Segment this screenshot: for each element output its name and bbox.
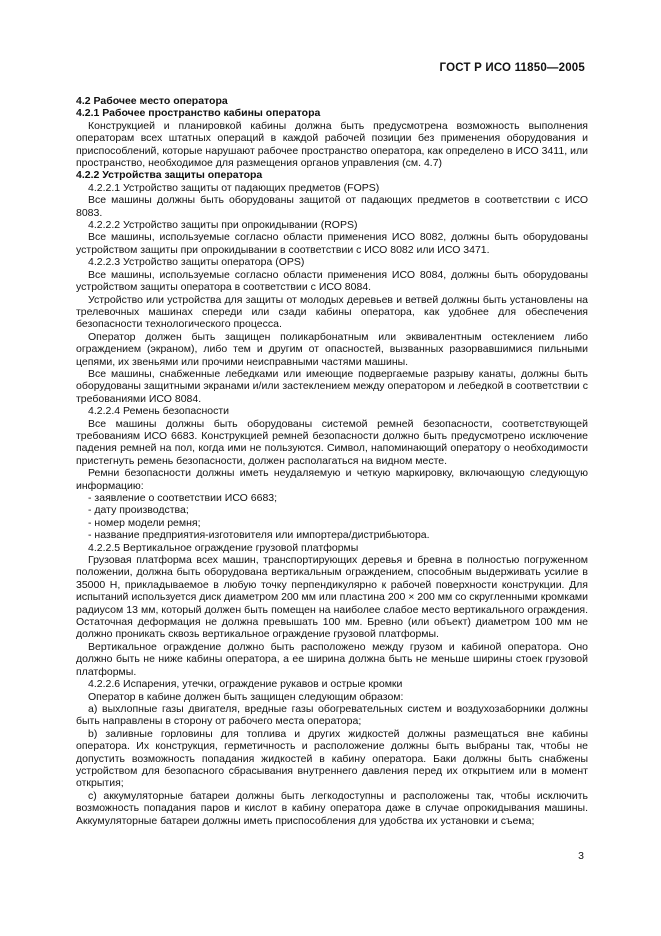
paragraph: - дату производства; [88, 504, 189, 517]
paragraph: Конструкцией и планировкой кабины должна быть предусмотрена возможность выполнения операторам всех штатных операций в каждой рабочей позиции без применения оборудования и приспособлений, которые нарушают рабочее пространство оператора, как определено в ИСО 3411, или пространство, необходимое для размещения органов управления (см. 4.7) [76, 119, 588, 170]
paragraph: Оператор должен быть защищен поликарбонатным или эквивалентным остеклением либо ограждением (экраном), либо тем и другим от опасностей, вызванных разорвавшимися пильными цепями, их звеньями или прочими неисправными частями машины. [76, 330, 588, 368]
paragraph: Устройство или устройства для защиты от молодых деревьев и ветвей должны быть установлены на трелевочных машинах спереди или сзади кабины оператора, как удобнее для обеспечения безопасности технологического процесса. [76, 293, 588, 331]
paragraph: Все машины должны быть оборудованы системой ремней безопасности, соответствующей требованиям ИСО 6683. Конструкцией ремней безопасности должно быть предусмотрено исключение падения ремней на пол, когда ими не пользуются. Символ, напоминающий оператору о необходимости пристегнуть ремень безопасности, должен располагаться на видном месте. [76, 417, 588, 467]
paragraph: 4.2.2.1 Устройство защиты от падающих предметов (FOPS) [88, 181, 380, 194]
section-heading: 4.2 Рабочее место оператора [76, 95, 228, 107]
paragraph: - заявление о соответствии ИСО 6683; [88, 492, 278, 504]
paragraph: Оператор в кабине должен быть защищен следующим образом: [88, 690, 404, 703]
section-heading: 4.2.1 Рабочее пространство кабины оператора [76, 107, 321, 120]
paragraph: Грузовая платформа всех машин, транспортирующих деревья и бревна в полностью погруженном положении, должна быть оборудована вертикальным ограждением, способным выдерживать усилие в 35000 Н, прикладываемое в любую точку перпендикулярно к рабочей поверхности конструкции. Для испытаний используется диск диаметром 200 мм или пластина 200 × 200 мм со скругленными кромками радиусом 13 мм, который должен быть помещен на наиболее слабое место вертикального ограждения. Остаточная деформация не должна превышать 100 мм. Бревно (или объект) диаметром 100 мм не должно проникать сквозь вертикальное ограждение грузовой платформы. [76, 554, 588, 641]
page-number: 3 [578, 850, 584, 862]
paragraph: 4.2.2.2 Устройство защиты при опрокидывании (ROPS) [88, 219, 358, 232]
paragraph: b) заливные горловины для топлива и других жидкостей должны размещаться вне кабины оператора. Их конструкция, герметичность и расположение должны быть выбраны так, чтобы не допустить возможность попадания жидкостей в кабину оператора. Баки должны быть снабжены устройством для безопасного сбрасывания внутреннего давления перед их открытием или в момент открытия; [76, 727, 588, 790]
section-heading: 4.2.2 Устройства защиты оператора [76, 169, 263, 182]
paragraph: с) аккумуляторные батареи должны быть легкодоступны и расположены так, чтобы исключить возможность попадания паров и кислот в кабину оператора даже в случае опрокидывания машины. Аккумуляторные батареи должны иметь приспособления для удобства их установки и съема; [76, 789, 588, 827]
paragraph: Ремни безопасности должны иметь неудаляемую и четкую маркировку, включающую следующую информацию: [76, 467, 588, 492]
paragraph: 4.2.2.3 Устройство защиты оператора (OPS) [88, 256, 305, 269]
paragraph: Вертикальное ограждение должно быть расположено между грузом и кабиной оператора. Оно должно быть не ниже кабины оператора, а ее ширина должна быть не меньше ширины стоек грузовой платформы. [76, 640, 588, 678]
document-body [76, 95, 588, 827]
paragraph: 4.2.2.5 Вертикальное ограждение грузовой платформы [88, 541, 359, 554]
paragraph: Все машины, используемые согласно области применения ИСО 8082, должны быть оборудованы устройством защиты при опрокидывании в соответствии с ИСО 8082 или ИСО 3471. [76, 231, 588, 256]
paragraph: 4.2.2.6 Испарения, утечки, ограждение рукавов и острые кромки [88, 678, 403, 691]
paragraph: - название предприятия-изготовителя или импортера/дистрибьютора. [88, 529, 430, 542]
paragraph: а) выхлопные газы двигателя, вредные газы обогревательных систем и воздухозаборники должны быть направлены в сторону от рабочего места оператора; [76, 702, 588, 728]
paragraph: Все машины должны быть оборудованы защитой от падающих предметов в соответствии с ИСО 8083. [76, 194, 588, 219]
paragraph: 4.2.2.4 Ремень безопасности [88, 405, 230, 418]
paragraph: Все машины, используемые согласно области применения ИСО 8084, должны быть оборудованы устройством защиты оператора в соответствии с ИСО 8084. [76, 268, 588, 294]
paragraph: Все машины, снабженные лебедками или имеющие подвергаемые разрыву канаты, должны быть оборудованы защитными экранами и/или застеклением между оператором и лебедкой в соответствии с требованиями ИСО 8084. [76, 367, 588, 405]
document-header: ГОСТ Р ИСО 11850—2005 [439, 62, 585, 74]
paragraph: - номер модели ремня; [88, 516, 201, 529]
